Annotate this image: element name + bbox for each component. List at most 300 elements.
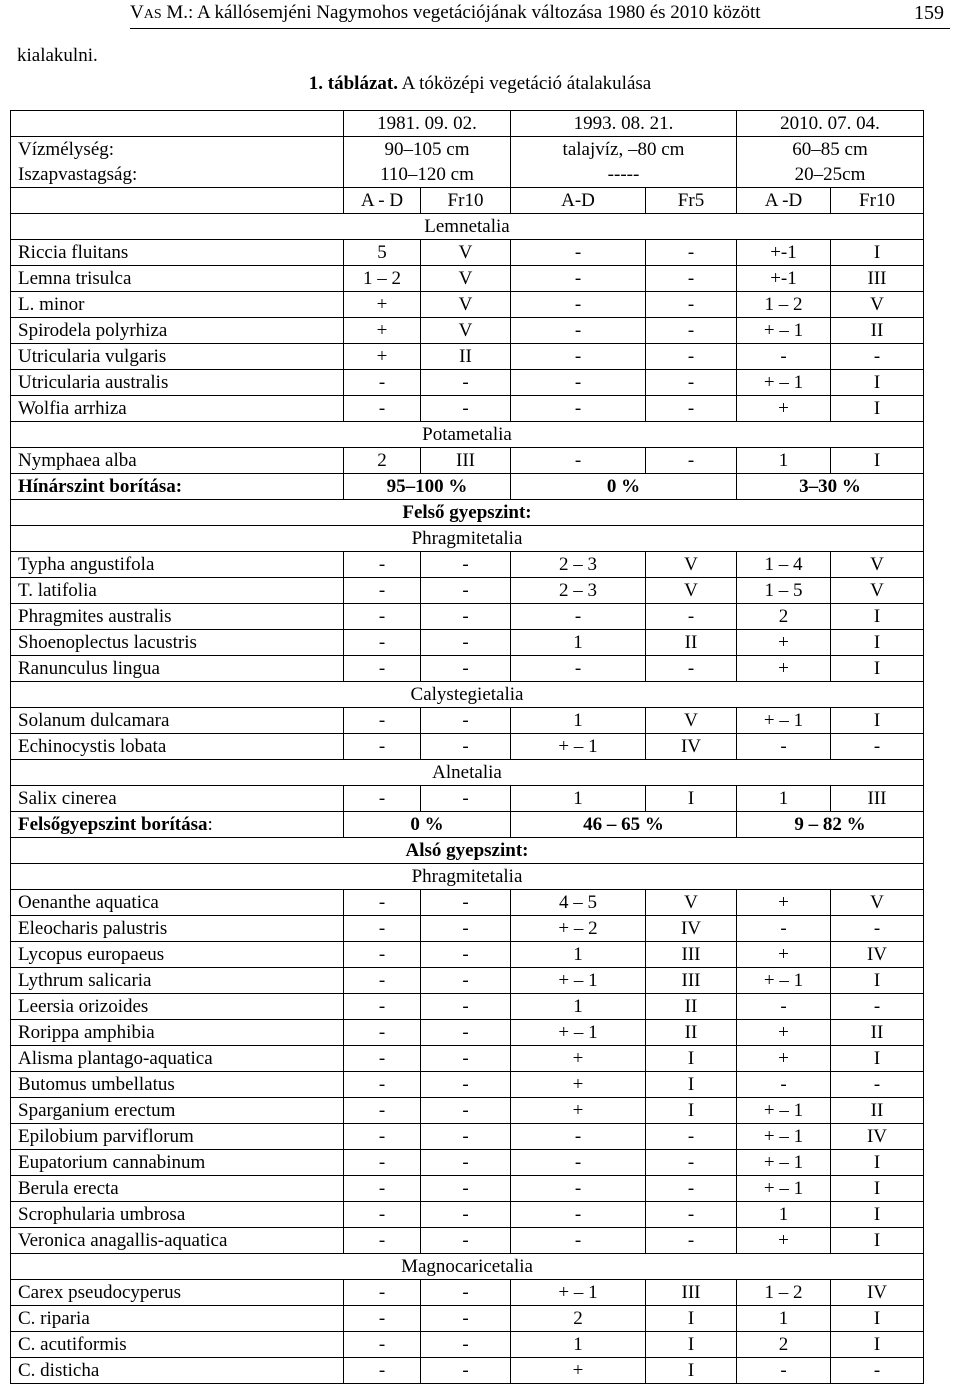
species-value: I [831, 448, 924, 474]
section-row [11, 838, 924, 864]
species-value: - [421, 552, 511, 578]
species-value: V [421, 240, 511, 266]
species-value: + [737, 1228, 831, 1254]
species-value: II [831, 1098, 924, 1124]
cover-row [11, 812, 924, 838]
species-value: - [511, 656, 646, 682]
species-row [11, 604, 924, 630]
species-value: - [421, 578, 511, 604]
species-row [11, 1150, 924, 1176]
species-value: I [831, 656, 924, 682]
species-value: - [344, 890, 421, 916]
section-row [11, 214, 924, 240]
species-value: IV [646, 734, 737, 760]
species-value: I [831, 1306, 924, 1332]
species-value: + [511, 1358, 646, 1384]
species-value: - [511, 1150, 646, 1176]
species-value: + [511, 1046, 646, 1072]
species-value: + [511, 1072, 646, 1098]
date-row-label [11, 111, 344, 137]
species-row [11, 1332, 924, 1358]
species-row [11, 1202, 924, 1228]
species-value: - [344, 1124, 421, 1150]
running-title-prefix: V [130, 2, 144, 23]
species-name: Spirodela polyrhiza [11, 318, 344, 344]
species-value: + [737, 1020, 831, 1046]
species-value: - [646, 240, 737, 266]
species-value: II [646, 994, 737, 1020]
species-value: +-1 [737, 240, 831, 266]
species-value: - [344, 994, 421, 1020]
species-value: - [646, 1176, 737, 1202]
species-value: + [344, 344, 421, 370]
species-value: - [737, 1358, 831, 1384]
species-value: I [646, 786, 737, 812]
species-row [11, 318, 924, 344]
species-row [11, 292, 924, 318]
species-name: Berula erecta [11, 1176, 344, 1202]
column-heading-row [11, 188, 924, 214]
table-caption-label: 1. táblázat. [308, 73, 398, 94]
species-value: I [646, 1358, 737, 1384]
species-value: 1 [511, 942, 646, 968]
species-name: T. latifolia [11, 578, 344, 604]
species-value: - [344, 1202, 421, 1228]
species-name: Echinocystis lobata [11, 734, 344, 760]
species-value: II [646, 630, 737, 656]
species-value: + [737, 890, 831, 916]
species-value: I [646, 1306, 737, 1332]
species-value: - [421, 968, 511, 994]
date-cell: 1981. 09. 02. [344, 111, 511, 137]
species-value: V [421, 318, 511, 344]
species-row [11, 1046, 924, 1072]
running-title [130, 2, 761, 24]
cover-label [11, 474, 344, 500]
species-value: I [646, 1332, 737, 1358]
species-value: 1 [511, 630, 646, 656]
species-value: + – 1 [737, 1124, 831, 1150]
species-value: + [344, 292, 421, 318]
cover-value: 9 – 82 % [737, 812, 924, 838]
species-value: - [421, 1072, 511, 1098]
depth-mud-cell [344, 137, 511, 188]
species-value: - [646, 292, 737, 318]
species-value: - [421, 1332, 511, 1358]
species-value: - [344, 734, 421, 760]
species-row [11, 1358, 924, 1384]
previous-paragraph-end: kialakulni. [17, 45, 98, 66]
running-head [130, 2, 950, 29]
species-value: I [831, 630, 924, 656]
species-value: I [831, 1228, 924, 1254]
species-value: + – 1 [737, 968, 831, 994]
species-name: Scrophularia umbrosa [11, 1202, 344, 1228]
species-value: III [646, 1280, 737, 1306]
species-value: I [646, 1072, 737, 1098]
depth-mud-cell [737, 137, 924, 188]
column-heading: A-D [511, 188, 646, 214]
species-row [11, 968, 924, 994]
mud-value: ----- [607, 164, 640, 185]
species-value: - [421, 1020, 511, 1046]
species-value: 1 [737, 1202, 831, 1228]
species-name: C. disticha [11, 1358, 344, 1384]
species-value: V [831, 578, 924, 604]
species-value: - [344, 968, 421, 994]
species-value: I [831, 968, 924, 994]
species-value: II [421, 344, 511, 370]
species-value: - [344, 942, 421, 968]
species-value: - [421, 370, 511, 396]
species-row [11, 1072, 924, 1098]
table-caption-text: A tóközépi vegetáció átalakulása [397, 73, 652, 94]
species-row [11, 1176, 924, 1202]
species-row [11, 630, 924, 656]
species-value: - [831, 344, 924, 370]
species-name: Riccia fluitans [11, 240, 344, 266]
depth-mud-cell [511, 137, 737, 188]
cover-value: 95–100 % [344, 474, 511, 500]
species-name: Carex pseudocyperus [11, 1280, 344, 1306]
species-value: +-1 [737, 266, 831, 292]
species-value: + – 1 [511, 1280, 646, 1306]
species-value: - [737, 734, 831, 760]
species-row [11, 1228, 924, 1254]
species-value: I [831, 708, 924, 734]
species-value: - [646, 1124, 737, 1150]
species-value: - [646, 1228, 737, 1254]
column-heading: Fr5 [646, 188, 737, 214]
species-value: - [344, 708, 421, 734]
species-value: I [831, 604, 924, 630]
species-value: - [344, 630, 421, 656]
species-value: - [344, 1280, 421, 1306]
species-name: Solanum dulcamara [11, 708, 344, 734]
species-value: + – 1 [737, 708, 831, 734]
species-name: Eleocharis palustris [11, 916, 344, 942]
species-row [11, 994, 924, 1020]
section-row [11, 1254, 924, 1280]
column-heading: A -D [737, 188, 831, 214]
date-cell: 2010. 07. 04. [737, 111, 924, 137]
section-row [11, 422, 924, 448]
species-value: 1 – 2 [737, 292, 831, 318]
species-value: V [421, 266, 511, 292]
species-value: 2 [737, 604, 831, 630]
species-value: + – 1 [511, 968, 646, 994]
cover-value: 0 % [511, 474, 737, 500]
species-row [11, 552, 924, 578]
column-heading: A - D [344, 188, 421, 214]
depth-label: Vízmélység: [18, 139, 115, 160]
species-row [11, 708, 924, 734]
mud-label: Iszapvastagság: [18, 164, 138, 185]
depth-value: 90–105 cm [384, 139, 470, 160]
species-value: - [421, 1228, 511, 1254]
species-name: Alisma plantago-aquatica [11, 1046, 344, 1072]
species-row [11, 370, 924, 396]
species-value: 1 – 5 [737, 578, 831, 604]
species-value: - [421, 604, 511, 630]
species-value: - [421, 1098, 511, 1124]
section-row [11, 682, 924, 708]
column-heading: Fr10 [421, 188, 511, 214]
species-name: Eupatorium cannabinum [11, 1150, 344, 1176]
species-name: C. riparia [11, 1306, 344, 1332]
species-row [11, 656, 924, 682]
species-value: - [421, 1306, 511, 1332]
species-value: - [421, 1046, 511, 1072]
section-row [11, 760, 924, 786]
page-number: 159 [914, 2, 944, 24]
species-value: 2 [344, 448, 421, 474]
running-title-rest: M.: A kállósemjéni Nagymohos vegetációjának változása 1980 és 2010 között [161, 2, 761, 23]
species-value: - [344, 1020, 421, 1046]
species-value: - [831, 734, 924, 760]
species-value: - [344, 916, 421, 942]
species-value: - [646, 266, 737, 292]
species-value: - [344, 656, 421, 682]
species-value: 1 – 2 [737, 1280, 831, 1306]
cover-label-suffix: : [207, 814, 213, 835]
species-value: - [344, 1176, 421, 1202]
species-value: - [511, 318, 646, 344]
species-value: - [831, 1072, 924, 1098]
species-name: C. acutiformis [11, 1332, 344, 1358]
species-row [11, 734, 924, 760]
species-name: Nymphaea alba [11, 448, 344, 474]
species-value: III [646, 968, 737, 994]
section-row [11, 864, 924, 890]
species-name: Lemna trisulca [11, 266, 344, 292]
species-value: - [344, 1072, 421, 1098]
species-name: Lycopus europaeus [11, 942, 344, 968]
species-value: - [421, 708, 511, 734]
column-heading-blank [11, 188, 344, 214]
species-name: Rorippa amphibia [11, 1020, 344, 1046]
species-value: - [646, 656, 737, 682]
species-value: + – 1 [511, 734, 646, 760]
species-value: + [737, 1046, 831, 1072]
species-row [11, 1306, 924, 1332]
species-value: 1 [737, 1306, 831, 1332]
species-value: - [646, 448, 737, 474]
cover-value: 46 – 65 % [511, 812, 737, 838]
species-value: - [646, 318, 737, 344]
species-value: V [646, 708, 737, 734]
species-value: - [737, 916, 831, 942]
species-value: II [831, 1020, 924, 1046]
species-value: - [737, 344, 831, 370]
species-value: - [511, 266, 646, 292]
species-value: - [511, 344, 646, 370]
species-value: - [421, 1124, 511, 1150]
species-value: II [646, 1020, 737, 1046]
species-value: V [831, 552, 924, 578]
species-value: - [511, 448, 646, 474]
species-value: 1 [511, 1332, 646, 1358]
species-value: - [421, 786, 511, 812]
species-value: - [737, 1072, 831, 1098]
species-value: IV [831, 942, 924, 968]
species-row [11, 890, 924, 916]
species-value: 4 – 5 [511, 890, 646, 916]
species-value: III [421, 448, 511, 474]
cover-label [11, 812, 344, 838]
species-value: I [831, 1176, 924, 1202]
species-value: - [344, 604, 421, 630]
species-value: - [344, 396, 421, 422]
column-heading: Fr10 [831, 188, 924, 214]
species-value: 1 – 2 [344, 266, 421, 292]
species-value: + – 1 [737, 318, 831, 344]
species-value: - [511, 240, 646, 266]
section-heading: Phragmitetalia [11, 526, 924, 552]
species-value: - [511, 396, 646, 422]
mud-value: 110–120 cm [380, 164, 474, 185]
species-row [11, 942, 924, 968]
species-value: - [421, 1150, 511, 1176]
species-value: + [511, 1098, 646, 1124]
species-row [11, 1124, 924, 1150]
species-name: Veronica anagallis-aquatica [11, 1228, 344, 1254]
species-value: - [511, 292, 646, 318]
species-row [11, 578, 924, 604]
species-value: - [344, 1228, 421, 1254]
section-heading: Magnocaricetalia [11, 1254, 924, 1280]
species-row [11, 344, 924, 370]
running-title-smallcaps: AS [143, 7, 162, 22]
species-row [11, 1098, 924, 1124]
species-value: 2 [737, 1332, 831, 1358]
species-value: 1 [737, 448, 831, 474]
section-heading: Alnetalia [11, 760, 924, 786]
species-row [11, 916, 924, 942]
species-value: I [831, 1150, 924, 1176]
species-value: I [831, 1046, 924, 1072]
species-value: III [646, 942, 737, 968]
species-value: V [646, 552, 737, 578]
species-value: II [831, 318, 924, 344]
species-value: - [421, 994, 511, 1020]
species-value: + – 1 [737, 1098, 831, 1124]
depth-mud-labels [11, 137, 344, 188]
species-value: V [831, 890, 924, 916]
species-name: Typha angustifola [11, 552, 344, 578]
species-value: V [831, 292, 924, 318]
species-value: 1 [511, 708, 646, 734]
species-value: - [344, 786, 421, 812]
species-name: Lythrum salicaria [11, 968, 344, 994]
species-value: - [421, 942, 511, 968]
species-value: - [646, 344, 737, 370]
species-value: 1 [511, 786, 646, 812]
species-value: - [511, 370, 646, 396]
species-value: I [831, 370, 924, 396]
species-value: + [737, 630, 831, 656]
species-value: - [344, 578, 421, 604]
species-value: - [646, 1202, 737, 1228]
species-value: V [646, 578, 737, 604]
species-value: - [421, 656, 511, 682]
species-value: 5 [344, 240, 421, 266]
species-name: Utricularia vulgaris [11, 344, 344, 370]
species-value: IV [831, 1124, 924, 1150]
species-value: I [646, 1046, 737, 1072]
species-value: - [421, 916, 511, 942]
species-value: - [646, 1150, 737, 1176]
species-name: Phragmites australis [11, 604, 344, 630]
species-name: Butomus umbellatus [11, 1072, 344, 1098]
species-name: Oenanthe aquatica [11, 890, 344, 916]
species-value: - [421, 1202, 511, 1228]
section-heading: Alsó gyepszint: [11, 838, 924, 864]
vegetation-table [10, 110, 924, 1384]
species-row [11, 786, 924, 812]
species-value: + [737, 656, 831, 682]
species-value: IV [646, 916, 737, 942]
species-value: 2 – 3 [511, 552, 646, 578]
species-value: - [421, 396, 511, 422]
table-caption [0, 73, 960, 95]
species-value: + – 1 [737, 370, 831, 396]
species-value: 1 [737, 786, 831, 812]
species-value: - [511, 1228, 646, 1254]
section-row [11, 526, 924, 552]
species-value: 1 – 4 [737, 552, 831, 578]
species-value: 2 – 3 [511, 578, 646, 604]
species-row [11, 1280, 924, 1306]
species-value: - [421, 734, 511, 760]
depth-mud-row [11, 137, 924, 188]
cover-value: 3–30 % [737, 474, 924, 500]
species-row [11, 266, 924, 292]
species-value: - [344, 552, 421, 578]
species-value: - [344, 1358, 421, 1384]
species-value: I [831, 1332, 924, 1358]
species-value: - [511, 1124, 646, 1150]
section-heading: Felső gyepszint: [11, 500, 924, 526]
species-value: - [646, 370, 737, 396]
species-value: - [737, 994, 831, 1020]
species-row [11, 1020, 924, 1046]
species-value: I [831, 396, 924, 422]
species-value: - [421, 890, 511, 916]
species-name: Sparganium erectum [11, 1098, 344, 1124]
section-heading: Phragmitetalia [11, 864, 924, 890]
species-value: - [344, 1098, 421, 1124]
species-value: - [344, 370, 421, 396]
species-value: + – 1 [737, 1176, 831, 1202]
species-name: Utricularia australis [11, 370, 344, 396]
date-cell: 1993. 08. 21. [511, 111, 737, 137]
species-value: - [831, 1358, 924, 1384]
species-value: - [421, 630, 511, 656]
species-value: - [511, 1176, 646, 1202]
cover-row [11, 474, 924, 500]
species-value: + – 1 [737, 1150, 831, 1176]
species-value: I [831, 240, 924, 266]
species-name: Salix cinerea [11, 786, 344, 812]
cover-label-bold: Felsőgyepszint borítása [18, 814, 208, 835]
section-heading: Potametalia [11, 422, 924, 448]
species-name: Leersia orizoides [11, 994, 344, 1020]
species-value: - [344, 1332, 421, 1358]
species-value: - [344, 1306, 421, 1332]
species-value: - [646, 604, 737, 630]
species-row [11, 240, 924, 266]
